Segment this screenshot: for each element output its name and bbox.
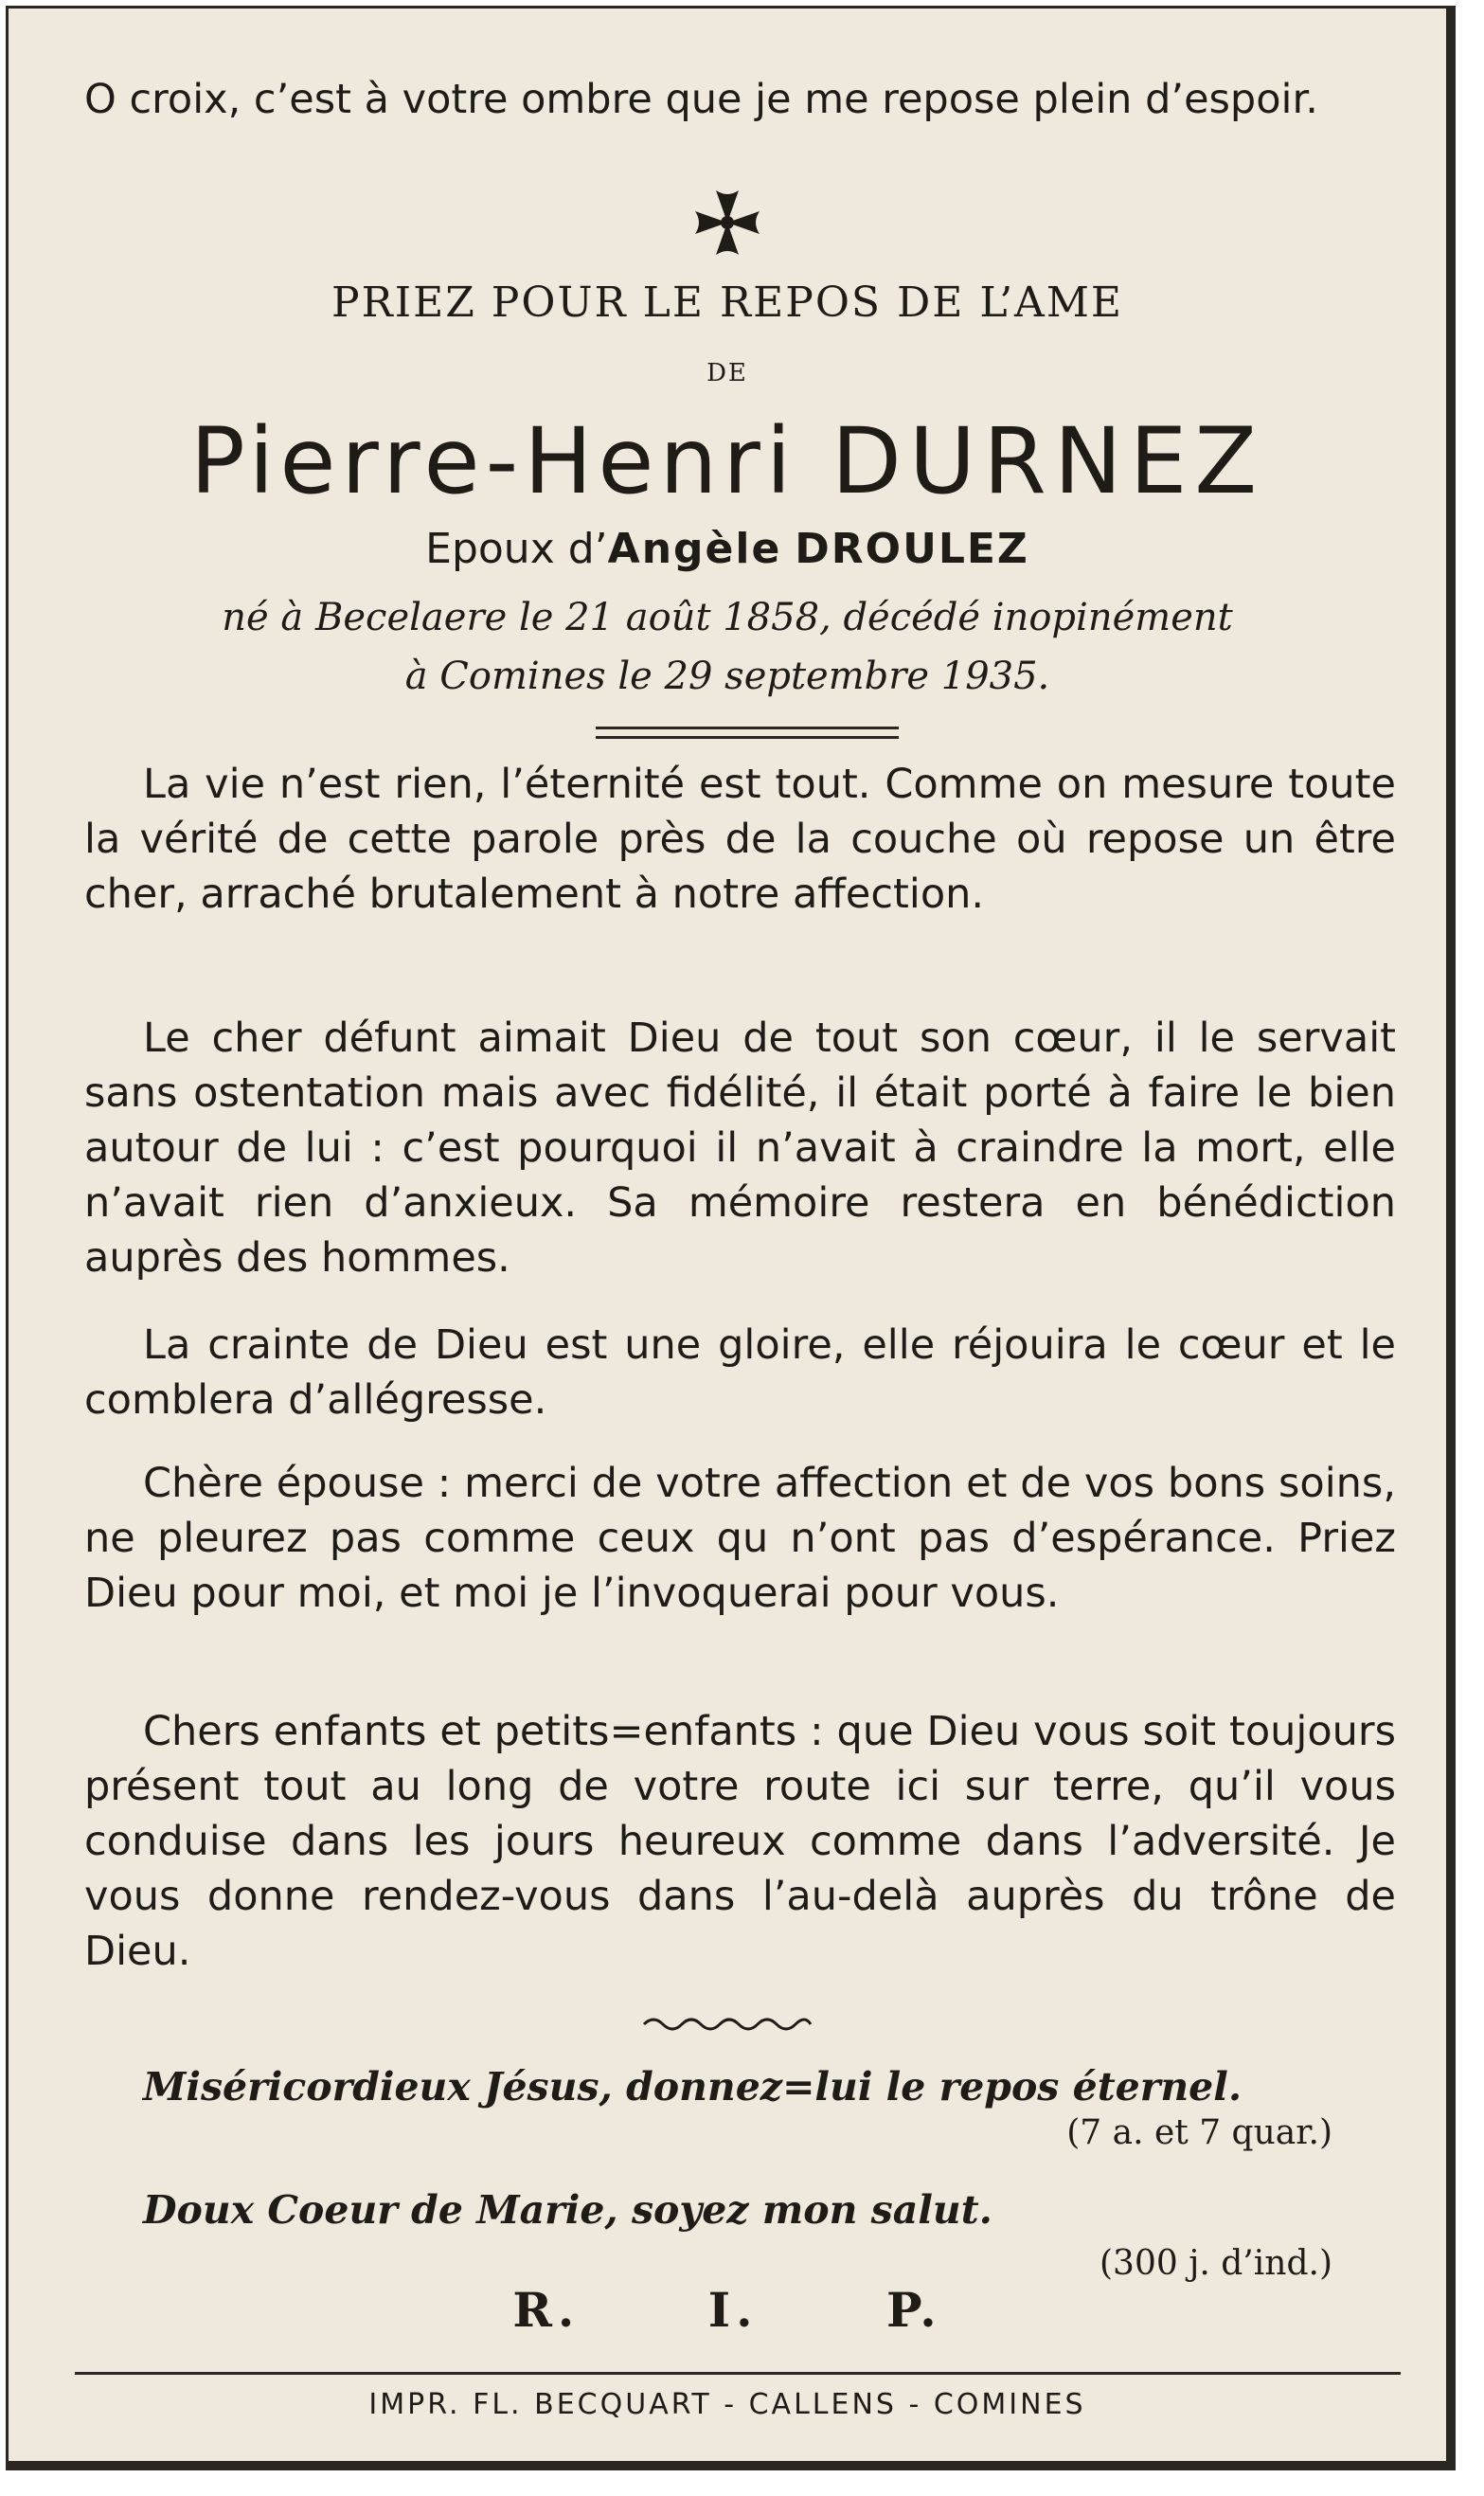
dates-line-1: né à Becelaere le 21 août 1858, décédé inopinément [222, 596, 1233, 639]
prayer-1: Miséricordieux Jésus, donnez=lui le repos éternel. [143, 2064, 1243, 2110]
motto: O croix, c’est à votre ombre que je me repose plein d’espoir. [84, 76, 1318, 123]
rip [9, 2282, 1446, 2338]
first-name: Pierre-Henri [189, 408, 797, 514]
paragraph-5: Chers enfants et petits=enfants : que Dieu vous soit toujours présent tout au long de votre route ici sur terre, qu’il vous conduise dans les jours heureux comme dans l’adversité. Je vous donne rendez-vous dans l’au-delà auprès du trône de Dieu. [84, 1708, 1396, 1975]
memorial-card [6, 6, 1456, 2470]
cross-icon [9, 187, 1446, 259]
epoux-prefix: Epoux d’ [425, 525, 608, 573]
rip-i: I. [707, 2282, 759, 2338]
indulgence-1: (7 a. et 7 quar.) [1066, 2113, 1332, 2152]
dates-line-2: à Comines le 29 septembre 1935. [404, 655, 1050, 698]
paragraph-3: La crainte de Dieu est une gloire, elle réjouira le cœur et le comblera d’allégresse. [84, 1321, 1396, 1424]
de-heading: DE [706, 359, 748, 387]
spouse-first-name: Angèle [607, 525, 782, 573]
rip-p: P. [885, 2282, 942, 2338]
paragraph-2: Le cher défunt aimait Dieu de tout son cœur, il le servait sans ostentation mais avec fidélité, il était porté à faire le bien autour de lui : c’est pourquoi il n’avait à craindre la mort, elle n’avait rien d’anxieux. Sa mémoire restera en bénédiction auprès des hommes. [84, 1015, 1396, 1282]
rip-r: R. [512, 2282, 581, 2338]
deceased-name [9, 404, 1446, 518]
dates [9, 588, 1446, 706]
printer-credit: IMPR. FL. BECQUART - CALLENS - COMINES [368, 2388, 1086, 2421]
footer-rule [75, 2372, 1401, 2375]
last-name: DURNEZ [831, 408, 1265, 514]
paragraph-4: Chère épouse : merci de votre affection et de vos bons soins, ne pleurez pas comme ceux qu n’ont pas d’espérance. Priez Dieu pour moi, et moi je l’invoquerai pour vous. [84, 1460, 1396, 1617]
spouse-line [9, 525, 1446, 573]
spouse-last-name: DROULEZ [795, 525, 1029, 573]
paragraph-1: La vie n’est rien, l’éternité est tout. Comme on mesure toute la vérité de cette parole près de la couche où repose un être cher, arraché brutalement à notre affection. [84, 761, 1396, 918]
indulgence-2: (300 j. d’ind.) [1100, 2244, 1332, 2283]
wave-divider-icon [9, 2015, 1446, 2034]
priez-heading: PRIEZ POUR LE REPOS DE L’AME [331, 278, 1124, 327]
double-rule-divider [596, 727, 899, 745]
prayer-2: Doux Coeur de Marie, soyez mon salut. [143, 2187, 992, 2233]
